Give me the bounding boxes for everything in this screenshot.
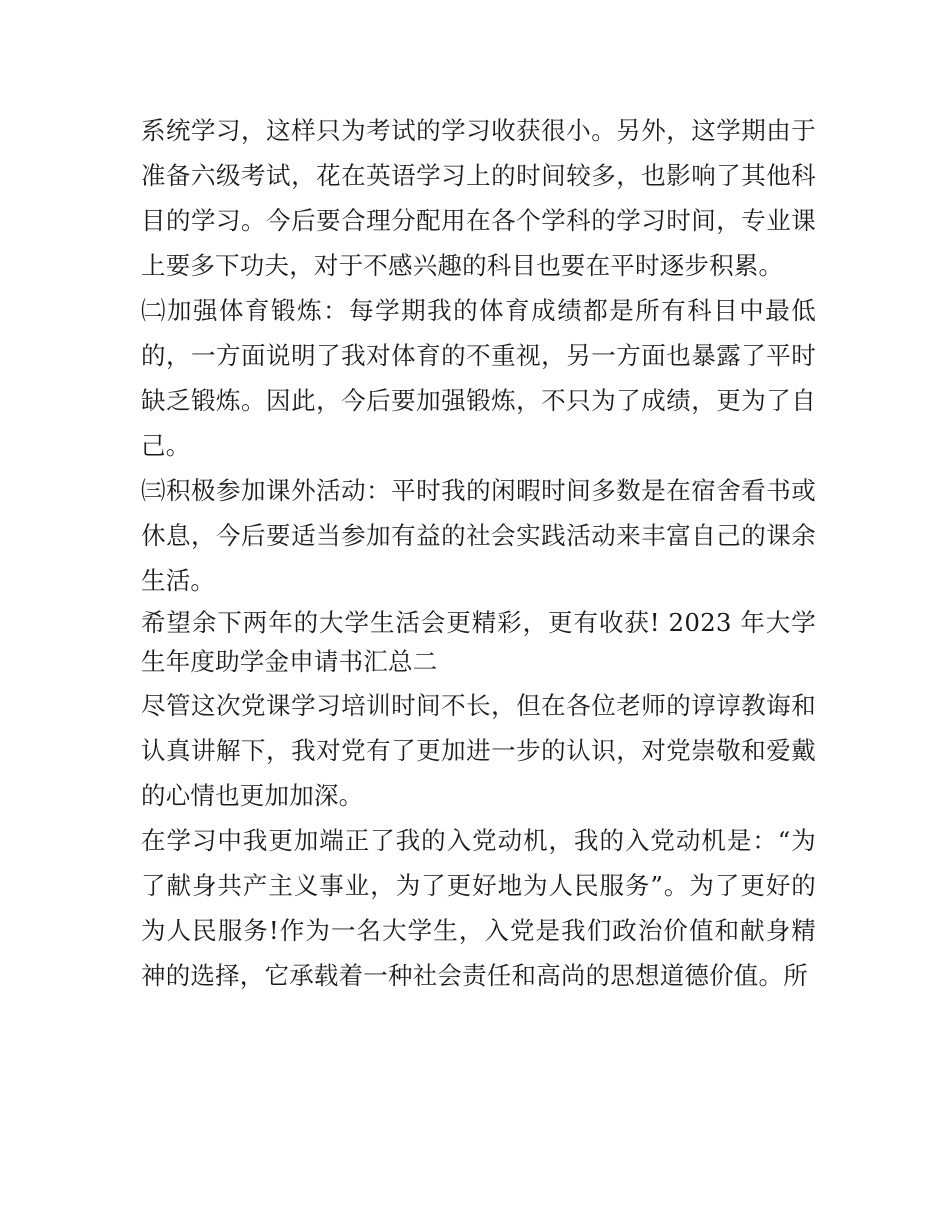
paragraph-party-course: 尽管这次党课学习培训时间不长，但在各位老师的谆谆教诲和认真讲解下，我对党有了更加进一步的认识，对党崇敬和爱戴的心情也更加加深。: [141, 691, 816, 810]
paragraph-party-motivation: 在学习中我更加端正了我的入党动机，我的入党动机是：“为了献身共产主义事业，为了更好地为人民服务”。为了更好的为人民服务!作为一名大学生，入党是我们政治价值和献身精神的选择，它承载着一种社会责任和高尚的思想道德价值。所: [141, 826, 816, 990]
paragraph-study-plan: 系统学习，这样只为考试的学习收获很小。另外，这学期由于准备六级考试，花在英语学习上的时间较多，也影响了其他科目的学习。今后要合理分配用在各个学科的学习时间，专业课上要多下功夫，对于不感兴趣的科目也要在平时逐步积累。: [141, 116, 816, 280]
document-body: [141, 108, 816, 998]
paragraph-extracurricular: ㈢积极参加课外活动：平时我的闲暇时间多数是在宿舍看书或休息，今后要适当参加有益的社会实践活动来丰富自己的课余生活。: [141, 476, 816, 595]
paragraph-physical-exercise: ㈡加强体育锻炼：每学期我的体育成绩都是所有科目中最低的，一方面说明了我对体育的不重视，另一方面也暴露了平时缺乏锻炼。因此，今后要加强锻炼，不只为了成绩，更为了自己。: [141, 296, 816, 460]
paragraph-section-heading: 希望余下两年的大学生活会更精彩，更有收获! 2023 年大学生年度助学金申请书汇总二: [141, 608, 816, 676]
